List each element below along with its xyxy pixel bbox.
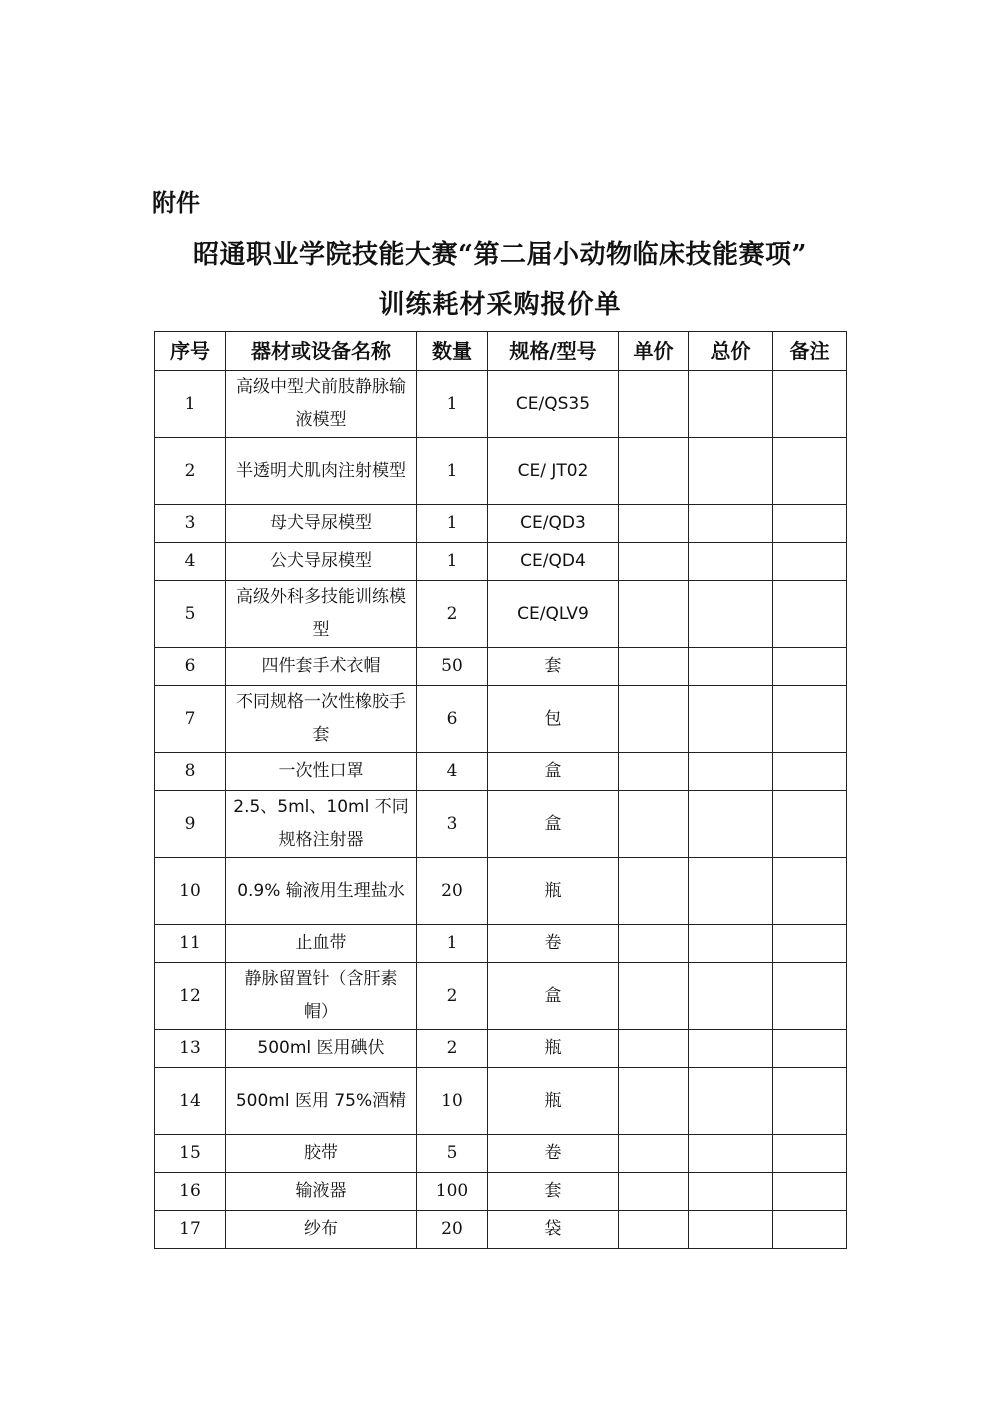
cell-note — [773, 648, 847, 686]
cell-spec: 套 — [488, 1173, 619, 1211]
cell-no: 8 — [155, 753, 226, 791]
cell-note — [773, 1030, 847, 1068]
cell-no: 5 — [155, 581, 226, 648]
cell-unit-price — [619, 925, 689, 963]
cell-unit-price — [619, 1030, 689, 1068]
cell-spec: 包 — [488, 686, 619, 753]
attachment-label: 附件 — [152, 189, 200, 217]
cell-qty: 1 — [417, 925, 488, 963]
cell-no: 17 — [155, 1211, 226, 1249]
cell-name: 静脉留置针（含肝素帽） — [226, 963, 417, 1030]
cell-no: 9 — [155, 791, 226, 858]
cell-spec: 瓶 — [488, 1030, 619, 1068]
cell-unit-price — [619, 686, 689, 753]
cell-name: 0.9% 输液用生理盐水 — [226, 858, 417, 925]
header-unit-price: 单价 — [619, 332, 689, 371]
cell-name: 500ml 医用碘伏 — [226, 1030, 417, 1068]
cell-total — [689, 543, 773, 581]
cell-name: 高级中型犬前肢静脉输液模型 — [226, 371, 417, 438]
cell-total — [689, 648, 773, 686]
cell-total — [689, 1030, 773, 1068]
cell-spec: 瓶 — [488, 858, 619, 925]
table-row — [155, 438, 847, 505]
cell-note — [773, 505, 847, 543]
cell-unit-price — [619, 371, 689, 438]
cell-name: 四件套手术衣帽 — [226, 648, 417, 686]
cell-unit-price — [619, 543, 689, 581]
table-header-row — [155, 332, 847, 371]
cell-note — [773, 858, 847, 925]
cell-note — [773, 1173, 847, 1211]
cell-spec: 套 — [488, 648, 619, 686]
cell-unit-price — [619, 505, 689, 543]
cell-note — [773, 543, 847, 581]
cell-name: 母犬导尿模型 — [226, 505, 417, 543]
cell-qty: 2 — [417, 1030, 488, 1068]
table-row — [155, 371, 847, 438]
table-row — [155, 753, 847, 791]
cell-name: 一次性口罩 — [226, 753, 417, 791]
header-qty: 数量 — [417, 332, 488, 371]
cell-note — [773, 686, 847, 753]
cell-unit-price — [619, 1135, 689, 1173]
cell-no: 14 — [155, 1068, 226, 1135]
cell-no: 2 — [155, 438, 226, 505]
cell-total — [689, 505, 773, 543]
cell-spec: CE/QD3 — [488, 505, 619, 543]
cell-no: 1 — [155, 371, 226, 438]
table-row — [155, 505, 847, 543]
cell-name: 公犬导尿模型 — [226, 543, 417, 581]
header-no: 序号 — [155, 332, 226, 371]
cell-spec: 瓶 — [488, 1068, 619, 1135]
cell-note — [773, 371, 847, 438]
cell-unit-price — [619, 1068, 689, 1135]
cell-total — [689, 371, 773, 438]
cell-total — [689, 925, 773, 963]
cell-no: 15 — [155, 1135, 226, 1173]
cell-qty: 20 — [417, 1211, 488, 1249]
table-row — [155, 1211, 847, 1249]
cell-unit-price — [619, 581, 689, 648]
cell-spec: CE/QD4 — [488, 543, 619, 581]
cell-qty: 5 — [417, 1135, 488, 1173]
cell-total — [689, 753, 773, 791]
cell-unit-price — [619, 791, 689, 858]
header-total: 总价 — [689, 332, 773, 371]
cell-qty: 2 — [417, 963, 488, 1030]
cell-spec: 卷 — [488, 925, 619, 963]
table-row — [155, 543, 847, 581]
cell-name: 胶带 — [226, 1135, 417, 1173]
cell-spec: CE/QLV9 — [488, 581, 619, 648]
cell-total — [689, 1135, 773, 1173]
table-row — [155, 581, 847, 648]
cell-qty: 20 — [417, 858, 488, 925]
cell-total — [689, 1211, 773, 1249]
cell-unit-price — [619, 858, 689, 925]
cell-note — [773, 438, 847, 505]
cell-unit-price — [619, 648, 689, 686]
cell-qty: 10 — [417, 1068, 488, 1135]
cell-spec: 卷 — [488, 1135, 619, 1173]
table-row — [155, 1068, 847, 1135]
cell-spec: CE/ JT02 — [488, 438, 619, 505]
cell-qty: 1 — [417, 438, 488, 505]
cell-spec: CE/QS35 — [488, 371, 619, 438]
cell-qty: 4 — [417, 753, 488, 791]
cell-unit-price — [619, 438, 689, 505]
table-row — [155, 963, 847, 1030]
cell-total — [689, 581, 773, 648]
cell-unit-price — [619, 753, 689, 791]
cell-note — [773, 1068, 847, 1135]
cell-no: 16 — [155, 1173, 226, 1211]
cell-spec: 袋 — [488, 1211, 619, 1249]
cell-no: 6 — [155, 648, 226, 686]
document-title: 昭通职业学院技能大赛“第二届小动物临床技能赛项” — [193, 240, 807, 270]
cell-note — [773, 1135, 847, 1173]
cell-unit-price — [619, 963, 689, 1030]
cell-no: 4 — [155, 543, 226, 581]
table-row — [155, 858, 847, 925]
cell-total — [689, 686, 773, 753]
cell-name: 止血带 — [226, 925, 417, 963]
cell-total — [689, 1068, 773, 1135]
table-row — [155, 1173, 847, 1211]
table-row — [155, 648, 847, 686]
cell-total — [689, 858, 773, 925]
table-row — [155, 686, 847, 753]
table-row — [155, 1135, 847, 1173]
cell-note — [773, 753, 847, 791]
document-subtitle: 训练耗材采购报价单 — [378, 290, 622, 320]
cell-qty: 6 — [417, 686, 488, 753]
quotation-table — [154, 331, 847, 1249]
cell-name: 半透明犬肌肉注射模型 — [226, 438, 417, 505]
table-row — [155, 1030, 847, 1068]
cell-no: 13 — [155, 1030, 226, 1068]
cell-name: 输液器 — [226, 1173, 417, 1211]
cell-name: 不同规格一次性橡胶手套 — [226, 686, 417, 753]
cell-note — [773, 925, 847, 963]
header-name: 器材或设备名称 — [226, 332, 417, 371]
cell-spec: 盒 — [488, 791, 619, 858]
cell-total — [689, 963, 773, 1030]
cell-note — [773, 963, 847, 1030]
cell-name: 纱布 — [226, 1211, 417, 1249]
cell-qty: 3 — [417, 791, 488, 858]
cell-note — [773, 581, 847, 648]
header-note: 备注 — [773, 332, 847, 371]
cell-name: 2.5、5ml、10ml 不同规格注射器 — [226, 791, 417, 858]
cell-note — [773, 791, 847, 858]
cell-qty: 2 — [417, 581, 488, 648]
cell-qty: 1 — [417, 505, 488, 543]
cell-no: 12 — [155, 963, 226, 1030]
header-spec: 规格/型号 — [488, 332, 619, 371]
cell-spec: 盒 — [488, 753, 619, 791]
cell-total — [689, 438, 773, 505]
cell-unit-price — [619, 1211, 689, 1249]
table-row — [155, 925, 847, 963]
cell-qty: 100 — [417, 1173, 488, 1211]
cell-total — [689, 1173, 773, 1211]
cell-unit-price — [619, 1173, 689, 1211]
table-row — [155, 791, 847, 858]
cell-no: 11 — [155, 925, 226, 963]
cell-no: 10 — [155, 858, 226, 925]
cell-qty: 1 — [417, 371, 488, 438]
cell-name: 500ml 医用 75%酒精 — [226, 1068, 417, 1135]
cell-total — [689, 791, 773, 858]
cell-no: 7 — [155, 686, 226, 753]
cell-no: 3 — [155, 505, 226, 543]
cell-name: 高级外科多技能训练模型 — [226, 581, 417, 648]
cell-qty: 1 — [417, 543, 488, 581]
cell-note — [773, 1211, 847, 1249]
cell-qty: 50 — [417, 648, 488, 686]
cell-spec: 盒 — [488, 963, 619, 1030]
